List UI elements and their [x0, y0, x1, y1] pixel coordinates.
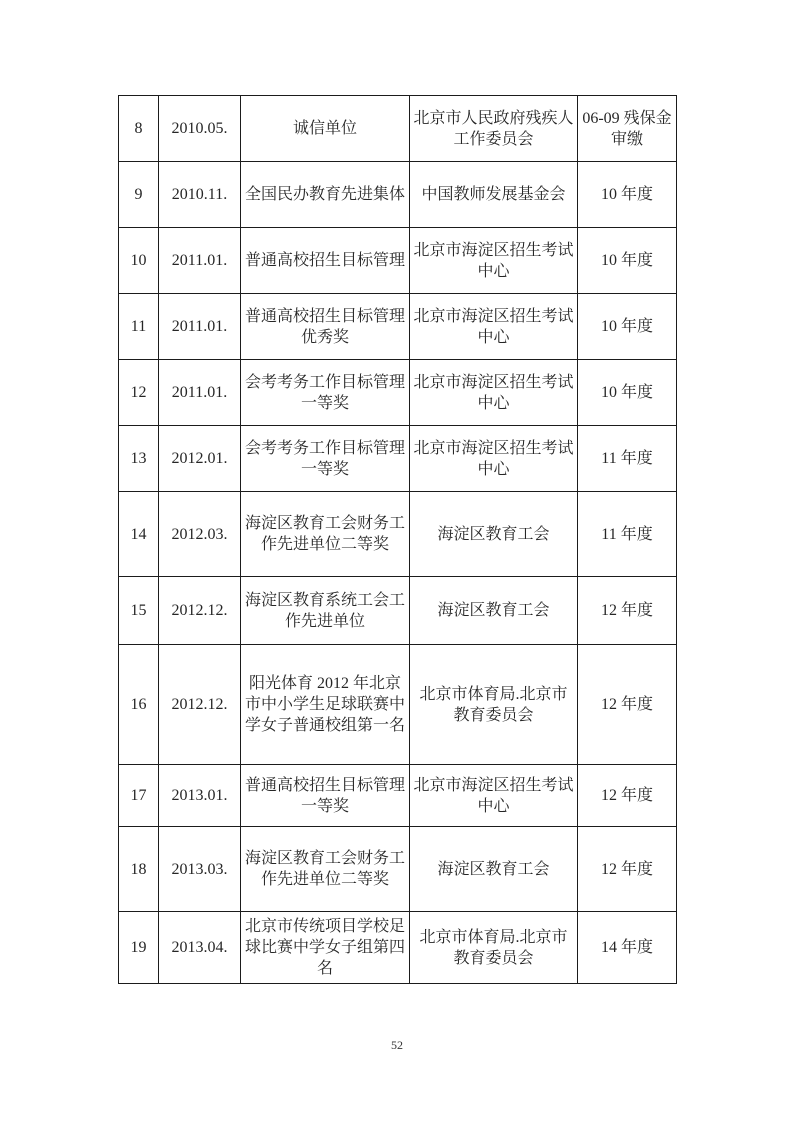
- cell-year: 11 年度: [578, 426, 677, 492]
- cell-award-name: 普通高校招生目标管理一等奖: [241, 765, 410, 827]
- cell-row-number: 10: [119, 228, 159, 294]
- cell-date: 2011.01.: [159, 228, 241, 294]
- cell-year: 12 年度: [578, 765, 677, 827]
- cell-year: 06-09 残保金审缴: [578, 96, 677, 162]
- cell-year: 10 年度: [578, 294, 677, 360]
- cell-year: 12 年度: [578, 577, 677, 645]
- table-row: [119, 228, 677, 294]
- cell-row-number: 11: [119, 294, 159, 360]
- table-row: [119, 360, 677, 426]
- cell-award-name: 海淀区教育工会财务工作先进单位二等奖: [241, 492, 410, 577]
- table-row: [119, 827, 677, 912]
- cell-organization: 北京市人民政府残疾人工作委员会: [410, 96, 578, 162]
- cell-organization: 海淀区教育工会: [410, 577, 578, 645]
- cell-date: 2012.03.: [159, 492, 241, 577]
- cell-year: 12 年度: [578, 645, 677, 765]
- cell-year: 14 年度: [578, 912, 677, 984]
- table-row: [119, 294, 677, 360]
- cell-organization: 北京市海淀区招生考试中心: [410, 294, 578, 360]
- cell-organization: 海淀区教育工会: [410, 827, 578, 912]
- cell-award-name: 阳光体育 2012 年北京市中小学生足球联赛中学女子普通校组第一名: [241, 645, 410, 765]
- cell-organization: 北京市体育局.北京市教育委员会: [410, 645, 578, 765]
- cell-row-number: 15: [119, 577, 159, 645]
- table-row: [119, 426, 677, 492]
- table-row: [119, 645, 677, 765]
- cell-row-number: 12: [119, 360, 159, 426]
- cell-award-name: 诚信单位: [241, 96, 410, 162]
- table-row: [119, 765, 677, 827]
- page-number: 52: [391, 1038, 403, 1052]
- table-row: [119, 162, 677, 228]
- cell-organization: 北京市海淀区招生考试中心: [410, 765, 578, 827]
- cell-year: 11 年度: [578, 492, 677, 577]
- cell-date: 2012.12.: [159, 577, 241, 645]
- cell-year: 10 年度: [578, 228, 677, 294]
- cell-date: 2012.01.: [159, 426, 241, 492]
- cell-award-name: 会考考务工作目标管理一等奖: [241, 426, 410, 492]
- cell-award-name: 普通高校招生目标管理: [241, 228, 410, 294]
- cell-award-name: 北京市传统项目学校足球比赛中学女子组第四名: [241, 912, 410, 984]
- cell-date: 2010.05.: [159, 96, 241, 162]
- table-row: [119, 492, 677, 577]
- cell-row-number: 13: [119, 426, 159, 492]
- cell-award-name: 全国民办教育先进集体: [241, 162, 410, 228]
- cell-row-number: 17: [119, 765, 159, 827]
- cell-date: 2013.01.: [159, 765, 241, 827]
- cell-row-number: 18: [119, 827, 159, 912]
- cell-organization: 海淀区教育工会: [410, 492, 578, 577]
- cell-date: 2012.12.: [159, 645, 241, 765]
- award-table: [118, 95, 677, 984]
- cell-organization: 中国教师发展基金会: [410, 162, 578, 228]
- cell-award-name: 会考考务工作目标管理一等奖: [241, 360, 410, 426]
- cell-row-number: 8: [119, 96, 159, 162]
- table-row: [119, 912, 677, 984]
- cell-row-number: 14: [119, 492, 159, 577]
- cell-organization: 北京市海淀区招生考试中心: [410, 426, 578, 492]
- cell-organization: 北京市海淀区招生考试中心: [410, 228, 578, 294]
- table-row: [119, 96, 677, 162]
- cell-date: 2011.01.: [159, 360, 241, 426]
- cell-year: 10 年度: [578, 162, 677, 228]
- cell-date: 2010.11.: [159, 162, 241, 228]
- cell-date: 2013.04.: [159, 912, 241, 984]
- cell-award-name: 海淀区教育系统工会工作先进单位: [241, 577, 410, 645]
- cell-row-number: 16: [119, 645, 159, 765]
- cell-organization: 北京市海淀区招生考试中心: [410, 360, 578, 426]
- cell-date: 2011.01.: [159, 294, 241, 360]
- cell-year: 10 年度: [578, 360, 677, 426]
- cell-award-name: 海淀区教育工会财务工作先进单位二等奖: [241, 827, 410, 912]
- cell-row-number: 19: [119, 912, 159, 984]
- table-row: [119, 577, 677, 645]
- cell-award-name: 普通高校招生目标管理优秀奖: [241, 294, 410, 360]
- cell-year: 12 年度: [578, 827, 677, 912]
- cell-date: 2013.03.: [159, 827, 241, 912]
- cell-organization: 北京市体育局.北京市教育委员会: [410, 912, 578, 984]
- award-table-body: [119, 96, 677, 984]
- cell-row-number: 9: [119, 162, 159, 228]
